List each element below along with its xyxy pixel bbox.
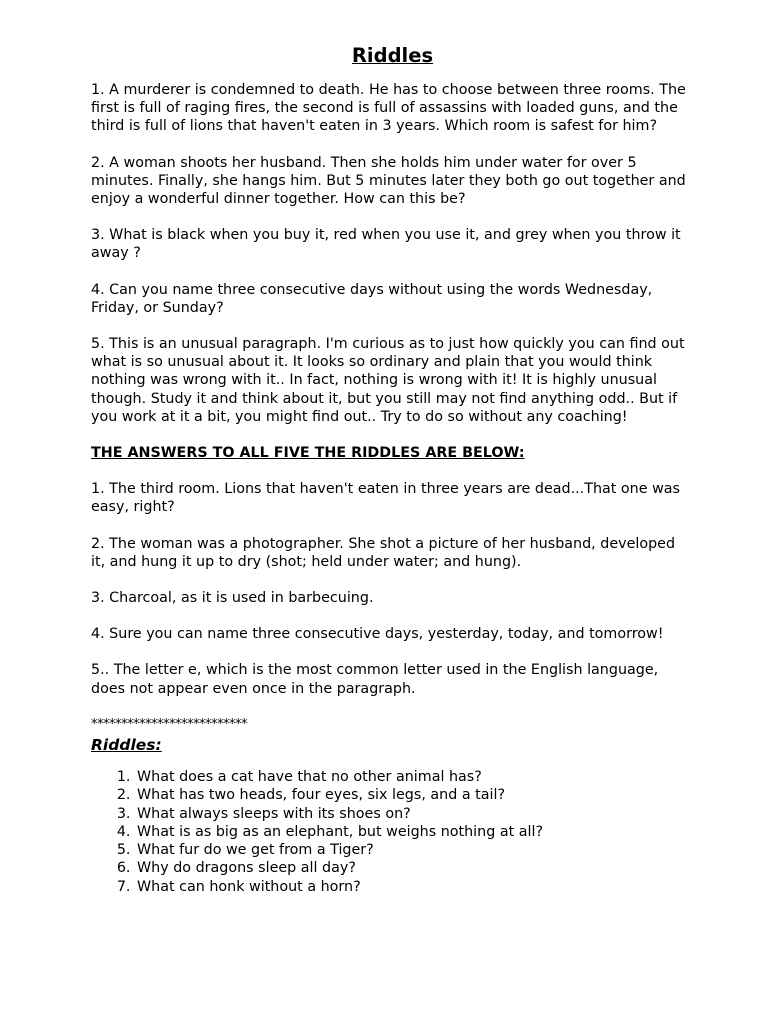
riddle-5: 5. This is an unusual paragraph. I'm curious as to just how quickly you can find out what is so unusual about it. It looks so ordinary and plain that you would think nothing was wrong with it.. In fact, nothing is wrong with it! It is highly unusual though. Study it and think about it, but you still may not find anything odd.. But if you work at it a bit, you might find out.. Try to do so without any coaching! xyxy=(91,336,685,425)
answer-5: 5.. The letter e, which is the most common letter used in the English language, does not appear even once in the paragraph. xyxy=(91,662,659,697)
answer-1: 1. The third room. Lions that haven't eaten in three years are dead...That one was easy, right? xyxy=(91,481,680,516)
page-title: Riddles xyxy=(351,44,434,67)
riddle-2: 2. A woman shoots her husband. Then she holds him under water for over 5 minutes. Finally, she hangs him. But 5 minutes later they both go out together and enjoy a wonderful dinner together. How can this be? xyxy=(91,154,686,208)
riddle-3: 3. What is black when you buy it, red when you use it, and grey when you throw it away ? xyxy=(91,227,681,262)
answer-4: 4. Sure you can name three consecutive days, yesterday, today, and tomorrow! xyxy=(91,626,664,643)
list-item: 4. What is as big as an elephant, but weighs nothing at all? xyxy=(135,823,688,841)
list-item: 6. Why do dragons sleep all day? xyxy=(135,859,688,877)
riddle-4: 4. Can you name three consecutive days without using the words Wednesday, Friday, or Sunday? xyxy=(91,281,653,316)
riddles-list-heading: Riddles: xyxy=(91,736,162,755)
answers-heading: THE ANSWERS TO ALL FIVE THE RIDDLES ARE BELOW: xyxy=(91,445,525,462)
list-item: 2. What has two heads, four eyes, six legs, and a tail? xyxy=(135,786,688,804)
list-item: 5. What fur do we get from a Tiger? xyxy=(135,841,688,859)
answer-2: 2. The woman was a photographer. She shot a picture of her husband, developed it, and hung it up to dry (shot; held under water; and hung). xyxy=(91,535,676,570)
list-item: 7. What can honk without a horn? xyxy=(135,878,688,896)
list-item: 1. What does a cat have that no other animal has? xyxy=(135,768,688,786)
answer-3: 3. Charcoal, as it is used in barbecuing. xyxy=(91,590,374,607)
riddle-1: 1. A murderer is condemned to death. He has to choose between three rooms. The first is full of raging fires, the second is full of assassins with loaded guns, and the third is full of lions that haven't eaten in 3 years. Which room is safest for him? xyxy=(91,82,686,135)
riddles-list xyxy=(91,768,688,895)
list-item: 3. What always sleeps with its shoes on? xyxy=(135,805,688,823)
separator: ************************** xyxy=(91,716,247,732)
